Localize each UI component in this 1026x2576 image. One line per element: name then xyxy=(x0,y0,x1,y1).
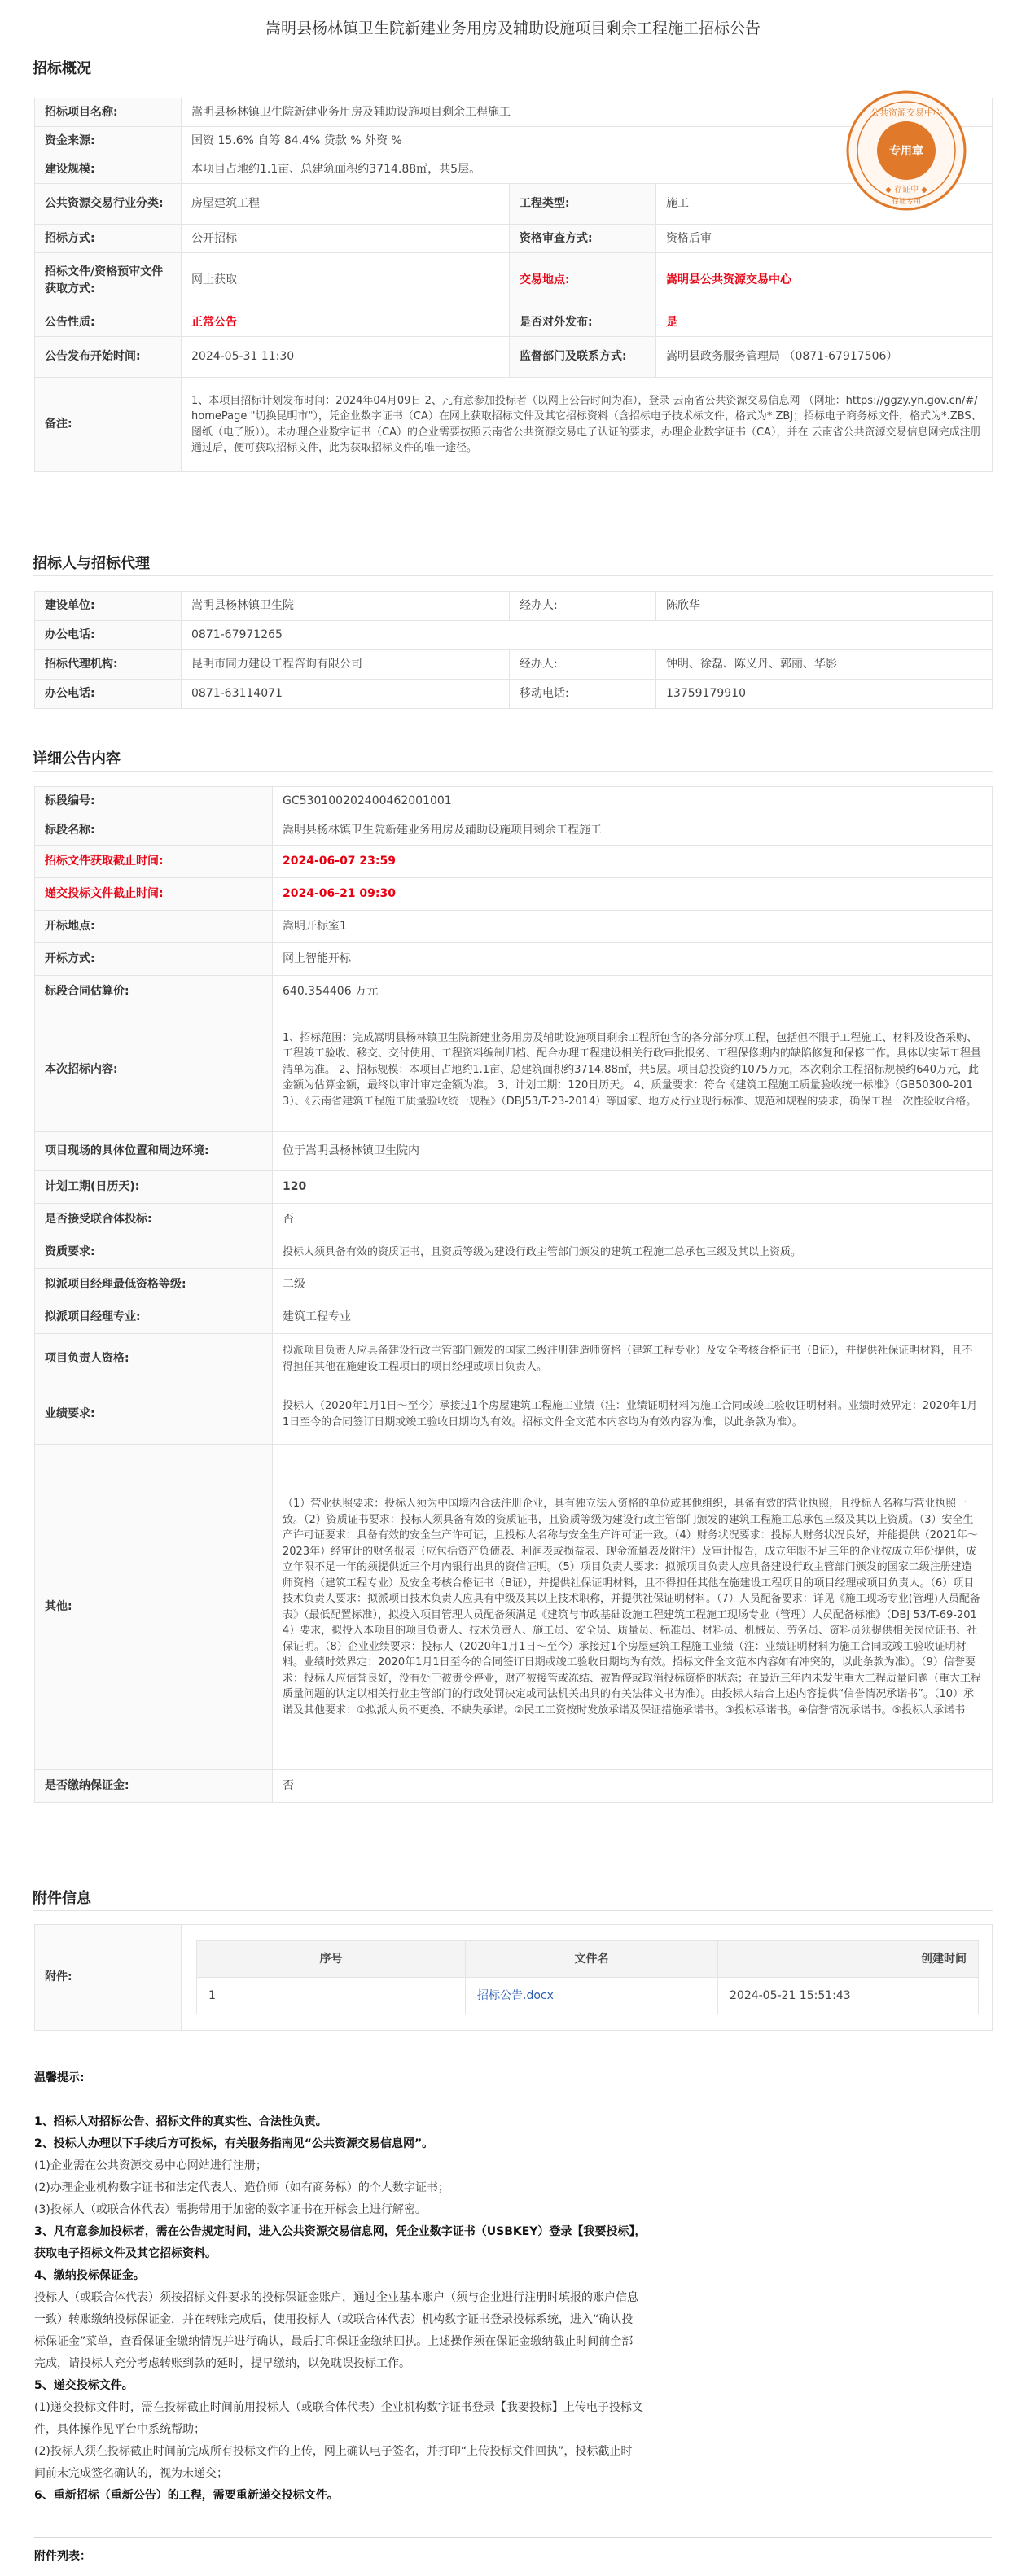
get-doc-label: 招标文件/资格预审文件获取方式: xyxy=(35,253,182,308)
tips-line: 1、招标人对招标公告、招标文件的真实性、合法性负责。 xyxy=(34,2115,327,2128)
detail-value: 640.354406 万元 xyxy=(273,976,993,1008)
stamp-bottom-text: 存证专用 xyxy=(891,198,922,206)
detail-value: 二级 xyxy=(273,1269,993,1301)
mobile-value: 13759179910 xyxy=(656,680,993,709)
detail-label: 标段合同估算价: xyxy=(35,976,273,1008)
agency-label: 招标代理机构: xyxy=(35,650,182,680)
place-value: 嵩明县公共资源交易中心 xyxy=(656,253,993,308)
tips-line: (1)企业需在公共资源交易中心网站进行注册； xyxy=(34,2159,267,2172)
detail-label: 是否缴纳保证金: xyxy=(35,1770,273,1803)
pub-time-label: 公告发布开始时间: xyxy=(35,337,182,378)
attach-table xyxy=(34,1924,993,2031)
detail-label: 其他: xyxy=(35,1445,273,1770)
scale-label: 建设规模: xyxy=(35,155,182,184)
online-value: 是 xyxy=(656,308,993,337)
bid-deadline-label: 递交投标文件截止时间: xyxy=(35,878,273,911)
section-heading-people: 招标人与招标代理 xyxy=(33,555,150,572)
detail-label: 标段编号: xyxy=(35,787,273,816)
section-heading-attach: 附件信息 xyxy=(33,1890,91,1907)
detail-label: 拟派项目经理最低资格等级: xyxy=(35,1269,273,1301)
detail-value: 120 xyxy=(273,1171,993,1204)
stamp-center-text: 专用章 xyxy=(889,145,923,158)
detail-label: 资质要求: xyxy=(35,1236,273,1269)
manager-label: 经办人: xyxy=(510,592,656,621)
category-label: 公共资源交易行业分类: xyxy=(35,184,182,225)
attach-label: 附件: xyxy=(35,1925,182,2031)
notice-type-label: 公告性质: xyxy=(35,308,182,337)
detail-label: 开标地点: xyxy=(35,911,273,943)
tips-line: (2)投标人须在投标截止时间前完成所有投标文件的上传，网上确认电子签名，并打印“上传投标文件回执”，投标截止时 xyxy=(34,2445,633,2458)
doc-deadline-label: 招标文件获取截止时间: xyxy=(35,846,273,878)
pub-time-value: 2024-05-31 11:30 xyxy=(182,337,510,378)
owner-value: 嵩明县杨林镇卫生院 xyxy=(182,592,510,621)
tips-line: 获取电子招标文件及其它招标资料。 xyxy=(34,2247,217,2260)
tips-line: 完成，请投标人充分考虑转账到款的延时，提早缴纳，以免耽误投标工作。 xyxy=(34,2357,410,2370)
divider xyxy=(33,1910,993,1911)
detail-label: 业绩要求: xyxy=(35,1384,273,1445)
detail-table xyxy=(34,786,993,1803)
tips-line: 投标人（或联合体代表）须按招标文件要求的投标保证金账户，通过企业基本账户（须与企业进行注册时填报的账户信息 xyxy=(34,2291,638,2304)
attachment-row xyxy=(197,1978,979,2014)
attachment-file-link[interactable]: 招标公告.docx xyxy=(466,1978,718,2014)
tips-line: (3)投标人（或联合体代表）需携带用于加密的数字证书在开标会上进行解密。 xyxy=(34,2203,427,2216)
detail-label: 计划工期(日历天): xyxy=(35,1171,273,1204)
tips-line: (1)递交投标文件时，需在投标截止时间前用投标人（或联合体代表）企业机构数字证书登录【我要投标】上传电子投标文 xyxy=(34,2401,643,2414)
review-value: 资格后审 xyxy=(656,225,993,253)
review-label: 资格审查方式: xyxy=(510,225,656,253)
bid-deadline-value: 2024-06-21 09:30 xyxy=(273,878,993,911)
detail-label: 项目现场的具体位置和周边环境: xyxy=(35,1132,273,1171)
notice-type-value: 正常公告 xyxy=(182,308,510,337)
detail-value: 1、招标范围：完成嵩明县杨林镇卫生院新建业务用房及辅助设施项目剩余工程所包含的各分部分项工程，包括但不限于工程施工、材料及设备采购、工程竣工验收、移交、交付使用、工程资料编制归档、配合办理工程建设相关行政审批报务、工程保修期内的缺陷修复和保修工作。具体以实际工程量清单为准。 2、招标规模：本项目占地约1.1亩、总建筑面积约3714.88㎡，共5层。项目总投资约1075万元，本次剩余工程招标规模约640万元，此金额为估算金额，最终以审计审定金额为准。 3、计划工期：120日历天。 4、质量要求：符合《建筑工程施工质量验收统一标准》（GB50300-2013）、《云南省建筑工程施工质量验收统一规程》（DBJ53/T-23-2014）等国家、地方及行业现行标准、规范和规程的要求，确保工程一次性验收合格。 xyxy=(273,1008,993,1132)
detail-value: 嵩明县杨林镇卫生院新建业务用房及辅助设施项目剩余工程施工 xyxy=(273,816,993,846)
detail-label: 标段名称: xyxy=(35,816,273,846)
section-heading-detail: 详细公告内容 xyxy=(33,750,121,768)
detail-value: （1）营业执照要求：投标人须为中国境内合法注册企业，具有独立法人资格的单位或其他组织，具备有效的营业执照，且投标人名称与营业执照一致。（2）资质证书要求：投标人须具备有效的资质证书，且资质等级为建设行政主管部门颁发的建筑工程施工总承包三级及其以上资质。（3）安全生产许可证要求：具备有效的安全生产许可证，且投标人名称与安全生产许可证一致。（4）财务状况要求：投标人财务状况良好，并能提供（2021年～2023年）经审计的财务报表（应包括资产负债表、利润表或损益表、现金流量表及附注）及审计报告，成立年限不足三年的企业按成立年份提供，成立年限不足一年的须提供近三个月内银行出具的资信证明。（5）项目负责人要求：拟派项目负责人应具备建设行政主管部门颁发的国家二级注册建造师资格（建筑工程专业）及安全考核合格证书（B证），并提供社保证明材料，且不得担任其他在施建设工程项目的项目经理或项目负责人。（6）项目技术负责人要求：拟派项目技术负责人应具有中级及其以上技术职称，并提供社保证明材料。（7）人员配备要求：详见《施工现场专业(管理)人员配备表》（最低配置标准），拟投入项目管理人员配备须满足《建筑与市政基础设施工程建筑工程施工现场专业（管理）人员配备标准》（DBJ 53/T-69-2014）要求，拟投入本项目的项目负责人、技术负责人、施工员、安全员、质量员、标准员、材料员、机械员、劳务员、资料员须提供相关岗位证书、社保证明。（8）企业业绩要求：投标人（2020年1月1日～至今）承接过1个房屋建筑工程施工业绩（注：业绩证明材料为施工合同或竣工验收证明材料。业绩时效界定：2020年1月1日至今的合同签订日期或竣工验收日期均为有效。招标文件全文范本内容如有冲突的，以此条款为准）。（9）信誉要求：投标人应信誉良好，没有处于被责令停业，财产被接管或冻结、被暂停或取消投标资格的状态；在最近三年内未发生重大工程质量问题（重大工程质量问题的认定以相关行业主管部门的行政处罚决定或司法机关出具的有关法律文书为准）。由投标人结合上述内容提供“信誉情况承诺书”。（10）承诺及其他要求：①拟派人员不更换、不缺失承诺。②民工工资按时发放承诺及保证措施承诺书。③投标承诺书。④信誉情况承诺书。⑤投标人承诺书 xyxy=(273,1445,993,1770)
agency-phone-value: 0871-63114071 xyxy=(182,680,510,709)
detail-label: 拟派项目经理专业: xyxy=(35,1301,273,1334)
detail-label: 项目负责人资格: xyxy=(35,1334,273,1384)
agency-manager-label: 经办人: xyxy=(510,650,656,680)
detail-value: 嵩明开标室1 xyxy=(273,911,993,943)
owner-label: 建设单位: xyxy=(35,592,182,621)
eng-type-label: 工程类型: xyxy=(510,184,656,225)
stamp-mid-text: ◆ 存证中 ◆ xyxy=(885,186,927,195)
detail-value: 建筑工程专业 xyxy=(273,1301,993,1334)
mobile-label: 移动电话: xyxy=(510,680,656,709)
agency-value: 昆明市同力建设工程咨询有限公司 xyxy=(182,650,510,680)
doc-deadline-value: 2024-06-07 23:59 xyxy=(273,846,993,878)
remark-label: 备注: xyxy=(35,378,182,472)
col-header-time: 创建时间 xyxy=(718,1941,979,1978)
col-header-no: 序号 xyxy=(197,1941,466,1978)
tips-line: 标保证金”菜单，查看保证金缴纳情况并进行确认，最后打印保证金缴纳回执。上述操作须在保证金缴纳截止时间前全部 xyxy=(34,2335,634,2348)
tips-line: 件，具体操作见平台中系统帮助； xyxy=(34,2423,205,2436)
people-table xyxy=(34,591,993,709)
method-value: 公开招标 xyxy=(182,225,510,253)
tips-line: (2)办理企业机构数字证书和法定代表人、造价师（如有商务标）的个人数字证书； xyxy=(34,2181,449,2194)
attachment-no: 1 xyxy=(197,1978,466,2014)
fund-label: 资金来源: xyxy=(35,127,182,155)
tips-line: 4、缴纳投标保证金。 xyxy=(34,2269,145,2282)
tips-heading: 温馨提示: xyxy=(34,2071,85,2084)
page-title: 嵩明县杨林镇卫生院新建业务用房及辅助设施项目剩余工程施工招标公告 xyxy=(265,20,761,37)
supervisor-value: 嵩明县政务服务管理局 （0871-67917506） xyxy=(656,337,993,378)
col-header-name: 文件名 xyxy=(466,1941,718,1978)
stamp-top-text: 公共资源交易中心 xyxy=(870,107,942,118)
tips-line xyxy=(34,2089,995,2111)
seal-stamp-icon xyxy=(845,90,967,212)
phone-value: 0871-67971265 xyxy=(182,621,993,650)
detail-value: GC5301002024004620010​01 xyxy=(273,787,993,816)
manager-value: 陈欣华 xyxy=(656,592,993,621)
place-label: 交易地点: xyxy=(510,253,656,308)
tips-line: 3、凡有意参加投标者，需在公告规定时间，进入公共资源交易信息网，凭企业数字证书（USBKEY）登录【我要投标】， xyxy=(34,2225,647,2238)
tips-line: 5、递交投标文件。 xyxy=(34,2379,134,2392)
detail-value: 否 xyxy=(273,1204,993,1236)
remark-value: 1、本项目招标计划发布时间：2024年04月09日 2、凡有意参加投标者（以网上公告时间为准），登录 云南省公共资源交易信息网 （网址：https://ggzy.yn.gov.cn/#/homePage "切换昆明市"），凭企业数字证书（CA）在网上获取招标文件及其它招标资料（含招标电子技术标文件，格式为*.ZBJ；招标电子商务标文件，格式为*.ZBS、图纸（电子版））。未办理企业数字证书（CA）的企业需要按照云南省公共资源交易电子认证的要求，办理企业数字证书（CA），并在 云南省公共资源交易信息网完成注册通过后，便可获取招标文件，此为获取招标文件的唯一途径。 xyxy=(182,378,993,472)
divider xyxy=(34,2537,992,2538)
agency-manager-value: 钟明、徐磊、陈义丹、郭丽、华影 xyxy=(656,650,993,680)
divider xyxy=(33,575,993,576)
fund-value: 国资 15.6% 自筹 84.4% 贷款 % 外资 % xyxy=(182,127,993,155)
scale-value: 本项目占地约1.1亩、总建筑面积约3714.88㎡，共5层。 xyxy=(182,155,993,184)
detail-label: 是否接受联合体投标: xyxy=(35,1204,273,1236)
section-heading-overview: 招标概况 xyxy=(33,60,91,77)
tips-line: 2、投标人办理以下手续后方可投标，有关服务指南见“公共资源交易信息网”。 xyxy=(34,2137,434,2150)
detail-label: 本次招标内容: xyxy=(35,1008,273,1132)
tips-line: 一致）转账缴纳投标保证金，并在转账完成后，使用投标人（或联合体代表）机构数字证书登录投标系统，进入“确认投 xyxy=(34,2313,634,2326)
category-value: 房屋建筑工程 xyxy=(182,184,510,225)
attachment-list xyxy=(196,1940,979,2014)
online-label: 是否对外发布: xyxy=(510,308,656,337)
supervisor-label: 监督部门及联系方式: xyxy=(510,337,656,378)
detail-value: 位于嵩明县杨林镇卫生院内 xyxy=(273,1132,993,1171)
tips-line: 6、重新招标（重新公告）的工程，需要重新递交投标文件。 xyxy=(34,2489,339,2502)
attachment-list-heading: 附件列表： xyxy=(34,2550,91,2563)
method-label: 招标方式: xyxy=(35,225,182,253)
detail-value: 否 xyxy=(273,1770,993,1803)
divider xyxy=(33,771,993,772)
detail-value: 网上智能开标 xyxy=(273,943,993,976)
detail-label: 开标方式: xyxy=(35,943,273,976)
project-name-value: 嵩明县杨林镇卫生院新建业务用房及辅助设施项目剩余工程施工 xyxy=(182,98,993,127)
attachment-time: 2024-05-21 15:51:43 xyxy=(718,1978,979,2014)
get-doc-value: 网上获取 xyxy=(182,253,510,308)
detail-value: 投标人须具备有效的资质证书，且资质等级为建设行政主管部门颁发的建筑工程施工总承包三级及其以上资质。 xyxy=(273,1236,993,1269)
eng-type-value: 施工 xyxy=(656,184,993,225)
tips-line: 间前未完成签名确认的，视为未递交； xyxy=(34,2467,228,2480)
agency-phone-label: 办公电话: xyxy=(35,680,182,709)
phone-label: 办公电话: xyxy=(35,621,182,650)
tips-block xyxy=(34,2067,995,2507)
attachment-list-footer xyxy=(34,2546,995,2568)
project-name-label: 招标项目名称: xyxy=(35,98,182,127)
detail-value: 拟派项目负责人应具备建设行政主管部门颁发的国家二级注册建造师资格（建筑工程专业）及安全考核合格证书（B证），并提供社保证明材料，且不得担任其他在施建设工程项目的项目经理或项目负责人。 xyxy=(273,1334,993,1384)
detail-value: 投标人（2020年1月1日～至今）承接过1个房屋建筑工程施工业绩（注：业绩证明材料为施工合同或竣工验收证明材料。业绩时效界定：2020年1月1日至今的合同签订日期或竣工验收日期均为有效。招标文件全文范本内容均为有效内容为准，以此条款为准）。 xyxy=(273,1384,993,1445)
